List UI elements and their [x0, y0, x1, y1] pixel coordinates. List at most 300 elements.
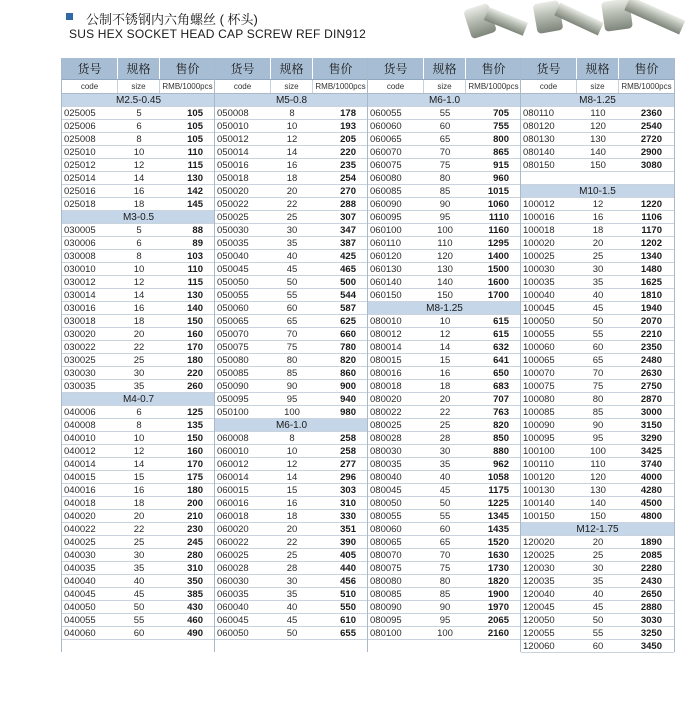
- cell-size: 18: [286, 172, 298, 184]
- table-row: [215, 237, 368, 250]
- cell-price: 2750: [640, 380, 662, 392]
- cell-code: 050060: [217, 302, 249, 314]
- cell-size: 130: [590, 133, 606, 145]
- cell-size: 8: [289, 432, 295, 444]
- cell-size: 28: [439, 432, 451, 444]
- table-column-4: [520, 58, 675, 652]
- cell-size: 55: [133, 614, 145, 626]
- table-row: [215, 250, 368, 263]
- cell-price: 820: [340, 354, 356, 366]
- cell-size: 85: [592, 406, 604, 418]
- table-row: [62, 237, 215, 250]
- cell-price: 755: [493, 120, 509, 132]
- cell-code: 040008: [64, 419, 96, 431]
- cell-code: 040012: [64, 445, 96, 457]
- cell-code: 050025: [217, 211, 249, 223]
- cell-size: 95: [439, 614, 451, 626]
- cell-code: 050075: [217, 341, 249, 353]
- subheader-row: [215, 80, 368, 94]
- cell-price: 1730: [487, 562, 509, 574]
- cell-code: 060015: [217, 484, 249, 496]
- cell-price: 1110: [488, 211, 509, 223]
- cell-price: 425: [340, 250, 356, 262]
- cell-size: 6: [136, 237, 142, 249]
- table-row: [521, 432, 674, 445]
- table-column-3: [367, 58, 521, 652]
- cell-code: 120045: [523, 601, 555, 613]
- cell-price: 490: [187, 627, 203, 639]
- table-row: [215, 302, 368, 315]
- subheader-row: [62, 80, 215, 94]
- cell-size: 18: [592, 224, 604, 236]
- table-row: [521, 276, 674, 289]
- cell-size: 50: [592, 315, 604, 327]
- table-row: [215, 172, 368, 185]
- cell-code: 120020: [523, 536, 555, 548]
- table-column-2: [214, 58, 368, 652]
- cell-price: 962: [493, 458, 509, 470]
- cell-size: 12: [592, 198, 604, 210]
- cell-size: 100: [590, 445, 606, 457]
- cell-price: 288: [340, 198, 356, 210]
- table-row: [368, 237, 521, 250]
- cell-price: 280: [187, 549, 203, 561]
- cell-code: 080020: [370, 393, 402, 405]
- cell-size: 8: [136, 250, 142, 262]
- cell-price: 310: [340, 497, 356, 509]
- subheader-size: size: [424, 80, 466, 93]
- cell-code: 080028: [370, 432, 402, 444]
- table-row: [521, 588, 674, 601]
- cell-size: 20: [439, 393, 451, 405]
- table-row: [215, 263, 368, 276]
- header-code: 货号: [368, 58, 424, 79]
- cell-size: 150: [590, 510, 606, 522]
- table-row: [368, 562, 521, 575]
- cell-code: 030012: [64, 276, 96, 288]
- cell-code: 030030: [64, 367, 96, 379]
- cell-code: 100100: [523, 445, 555, 457]
- cell-price: 135: [187, 419, 203, 431]
- cell-size: 12: [439, 328, 451, 340]
- cell-size: 75: [592, 380, 604, 392]
- cell-size: 80: [439, 172, 451, 184]
- table-row: [521, 627, 674, 640]
- header-size: 规格: [424, 58, 466, 79]
- cell-price: 860: [340, 367, 356, 379]
- cell-size: 5: [136, 224, 142, 236]
- cell-code: 050050: [217, 276, 249, 288]
- cell-code: 030022: [64, 341, 96, 353]
- table-row: [521, 250, 674, 263]
- cell-size: 25: [133, 354, 145, 366]
- cell-size: 50: [286, 276, 298, 288]
- cell-size: 60: [592, 341, 604, 353]
- cell-price: 1900: [487, 588, 509, 600]
- cell-price: 125: [187, 406, 203, 418]
- table-row: [62, 627, 215, 640]
- cell-size: 50: [439, 497, 451, 509]
- group-header: M2.5-0.45: [62, 94, 215, 107]
- subheader-row: [521, 80, 674, 94]
- cell-price: 175: [187, 471, 203, 483]
- cell-price: 270: [340, 185, 356, 197]
- table-row: [215, 133, 368, 146]
- header-row: [215, 58, 368, 80]
- cell-code: 025006: [64, 120, 96, 132]
- cell-price: 88: [192, 224, 203, 236]
- cell-size: 5: [136, 107, 142, 119]
- table-row: [215, 354, 368, 367]
- table-row: [368, 159, 521, 172]
- table-row: [368, 458, 521, 471]
- cell-price: 4800: [640, 510, 662, 522]
- table-row: [62, 406, 215, 419]
- cell-price: 510: [340, 588, 356, 600]
- cell-price: 1160: [488, 224, 509, 236]
- cell-size: 45: [439, 484, 451, 496]
- cell-code: 080015: [370, 354, 402, 366]
- cell-code: 050010: [217, 120, 249, 132]
- cell-price: 2900: [640, 146, 662, 158]
- cell-size: 22: [286, 536, 298, 548]
- cell-price: 2650: [640, 588, 662, 600]
- cell-code: 030018: [64, 315, 96, 327]
- cell-size: 35: [133, 380, 145, 392]
- table-row: [215, 562, 368, 575]
- group-header: M6-1.0: [215, 419, 368, 432]
- table-row: [215, 432, 368, 445]
- table-row: [215, 120, 368, 133]
- cell-size: 12: [133, 159, 145, 171]
- cell-size: 110: [437, 237, 453, 249]
- title-english: SUS HEX SOCKET HEAD CAP SCREW REF DIN912: [69, 27, 366, 41]
- blank-row: [521, 172, 674, 185]
- cell-code: 030006: [64, 237, 96, 249]
- subheader-price: RMB/1000pcs: [315, 82, 366, 91]
- cell-code: 060022: [217, 536, 249, 548]
- cell-size: 20: [592, 536, 604, 548]
- cell-code: 060020: [217, 523, 249, 535]
- cell-price: 2870: [640, 393, 662, 405]
- cell-price: 4000: [640, 471, 662, 483]
- group-header: M12-1.75: [521, 523, 674, 536]
- cell-code: 100040: [523, 289, 555, 301]
- cell-code: 050012: [217, 133, 249, 145]
- cell-code: 100030: [523, 263, 555, 275]
- cell-size: 100: [284, 406, 300, 418]
- cell-size: 95: [592, 432, 604, 444]
- cell-code: 050055: [217, 289, 249, 301]
- cell-price: 456: [340, 575, 356, 587]
- cell-price: 260: [187, 380, 203, 392]
- cell-code: 040014: [64, 458, 96, 470]
- cell-size: 80: [286, 354, 298, 366]
- cell-price: 130: [187, 289, 203, 301]
- cell-price: 3250: [640, 627, 662, 639]
- cell-code: 120040: [523, 588, 555, 600]
- table-row: [368, 276, 521, 289]
- cell-code: 050065: [217, 315, 249, 327]
- table-row: [215, 614, 368, 627]
- cell-size: 18: [439, 380, 451, 392]
- cell-size: 10: [133, 432, 145, 444]
- cell-size: 8: [136, 419, 142, 431]
- group-header: M6-1.0: [368, 94, 521, 107]
- cell-size: 16: [133, 484, 145, 496]
- cell-code: 080080: [370, 575, 402, 587]
- screw-2-icon: [533, 0, 604, 35]
- cell-price: 145: [187, 198, 203, 210]
- table-row: [368, 432, 521, 445]
- cell-price: 390: [340, 536, 356, 548]
- cell-price: 1500: [487, 263, 509, 275]
- cell-size: 95: [286, 393, 298, 405]
- cell-code: 040006: [64, 406, 96, 418]
- cell-size: 70: [439, 146, 451, 158]
- cell-size: 14: [133, 289, 145, 301]
- cell-size: 140: [590, 497, 606, 509]
- cell-price: 2360: [640, 107, 662, 119]
- table-row: [521, 536, 674, 549]
- cell-price: 960: [493, 172, 509, 184]
- cell-code: 060150: [370, 289, 402, 301]
- cell-price: 660: [340, 328, 356, 340]
- cell-code: 120055: [523, 627, 555, 639]
- cell-price: 2350: [640, 341, 662, 353]
- cell-price: 110: [187, 263, 203, 275]
- cell-code: 120025: [523, 549, 555, 561]
- cell-price: 89: [192, 237, 203, 249]
- cell-code: 060095: [370, 211, 402, 223]
- cell-code: 060065: [370, 133, 402, 145]
- table-row: [368, 133, 521, 146]
- table-row: [215, 159, 368, 172]
- cell-price: 115: [187, 159, 203, 171]
- table-row: [521, 341, 674, 354]
- cell-price: 387: [340, 237, 356, 249]
- cell-size: 14: [133, 458, 145, 470]
- cell-size: 15: [286, 484, 298, 496]
- cell-price: 1060: [487, 198, 509, 210]
- cell-code: 100085: [523, 406, 555, 418]
- table-row: [62, 510, 215, 523]
- cell-price: 587: [340, 302, 356, 314]
- cell-price: 2540: [640, 120, 662, 132]
- cell-size: 28: [286, 562, 298, 574]
- table-row: [368, 380, 521, 393]
- table-row: [62, 601, 215, 614]
- cell-code: 060025: [217, 549, 249, 561]
- cell-price: 632: [493, 341, 509, 353]
- cell-price: 1940: [640, 302, 662, 314]
- cell-price: 940: [340, 393, 356, 405]
- cell-size: 40: [439, 471, 451, 483]
- cell-code: 060050: [217, 627, 249, 639]
- table-row: [368, 367, 521, 380]
- cell-size: 60: [439, 523, 451, 535]
- cell-size: 10: [133, 146, 145, 158]
- cell-size: 60: [133, 627, 145, 639]
- table-row: [521, 367, 674, 380]
- cell-price: 2210: [640, 328, 662, 340]
- table-row: [521, 354, 674, 367]
- table-row: [521, 458, 674, 471]
- cell-size: 25: [592, 250, 604, 262]
- cell-code: 050018: [217, 172, 249, 184]
- cell-size: 85: [286, 367, 298, 379]
- table-row: [215, 523, 368, 536]
- cell-price: 1202: [640, 237, 662, 249]
- cell-code: 060018: [217, 510, 249, 522]
- cell-price: 170: [187, 341, 203, 353]
- cell-size: 6: [136, 120, 142, 132]
- cell-price: 1435: [487, 523, 509, 535]
- cell-code: 100120: [523, 471, 555, 483]
- cell-size: 14: [286, 471, 298, 483]
- cell-size: 45: [286, 263, 298, 275]
- cell-size: 110: [590, 107, 606, 119]
- table-row: [368, 289, 521, 302]
- cell-size: 30: [439, 445, 451, 457]
- cell-code: 060010: [217, 445, 249, 457]
- cell-size: 130: [590, 484, 606, 496]
- cell-size: 16: [133, 185, 145, 197]
- table-row: [521, 224, 674, 237]
- table-row: [62, 198, 215, 211]
- table-row: [215, 224, 368, 237]
- cell-price: 820: [493, 419, 509, 431]
- cell-price: 705: [493, 107, 509, 119]
- table-row: [521, 315, 674, 328]
- table-row: [62, 419, 215, 432]
- cell-size: 18: [133, 315, 145, 327]
- cell-code: 060080: [370, 172, 402, 184]
- table-row: [521, 263, 674, 276]
- table-row: [215, 497, 368, 510]
- cell-price: 350: [187, 575, 203, 587]
- cell-code: 040045: [64, 588, 96, 600]
- table-row: [62, 445, 215, 458]
- cell-price: 180: [187, 484, 203, 496]
- cell-size: 12: [133, 276, 145, 288]
- cell-price: 180: [187, 354, 203, 366]
- table-row: [368, 497, 521, 510]
- cell-code: 060070: [370, 146, 402, 158]
- cell-code: 080010: [370, 315, 402, 327]
- table-row: [521, 497, 674, 510]
- cell-code: 060090: [370, 198, 402, 210]
- cell-price: 2280: [640, 562, 662, 574]
- cell-size: 20: [286, 523, 298, 535]
- cell-size: 40: [592, 289, 604, 301]
- cell-code: 100150: [523, 510, 555, 522]
- cell-size: 120: [437, 250, 453, 262]
- table-row: [521, 471, 674, 484]
- cell-size: 70: [286, 328, 298, 340]
- table-row: [521, 393, 674, 406]
- table-row: [368, 445, 521, 458]
- subheader-row: [368, 80, 521, 94]
- group-header: M3-0.5: [62, 211, 215, 224]
- table-row: [368, 341, 521, 354]
- group-header: M5-0.8: [215, 94, 368, 107]
- table-row: [62, 146, 215, 159]
- cell-code: 060012: [217, 458, 249, 470]
- cell-size: 10: [286, 120, 298, 132]
- table-row: [368, 601, 521, 614]
- cell-price: 1175: [488, 484, 509, 496]
- cell-price: 220: [340, 146, 356, 158]
- cell-price: 615: [493, 328, 509, 340]
- table-row: [521, 211, 674, 224]
- cell-code: 080110: [523, 107, 554, 119]
- cell-code: 120050: [523, 614, 555, 626]
- table-row: [368, 224, 521, 237]
- table-row: [215, 276, 368, 289]
- table-row: [521, 133, 674, 146]
- table-row: [215, 588, 368, 601]
- cell-code: 050045: [217, 263, 249, 275]
- cell-price: 160: [187, 328, 203, 340]
- table-row: [62, 549, 215, 562]
- table-row: [215, 146, 368, 159]
- table-row: [62, 367, 215, 380]
- cell-price: 625: [340, 315, 356, 327]
- table-row: [215, 406, 368, 419]
- cell-code: 100065: [523, 354, 555, 366]
- cell-price: 3150: [640, 419, 662, 431]
- cell-code: 060016: [217, 497, 249, 509]
- header-size: 规格: [577, 58, 619, 79]
- cell-price: 1170: [641, 224, 662, 236]
- cell-code: 100110: [523, 458, 554, 470]
- cell-price: 1625: [640, 276, 662, 288]
- cell-code: 100130: [523, 484, 555, 496]
- cell-size: 90: [439, 601, 451, 613]
- table-row: [521, 302, 674, 315]
- cell-size: 150: [590, 159, 606, 171]
- cell-code: 080035: [370, 458, 402, 470]
- cell-code: 030008: [64, 250, 96, 262]
- cell-code: 050070: [217, 328, 249, 340]
- cell-code: 080065: [370, 536, 402, 548]
- cell-size: 100: [437, 224, 453, 236]
- cell-code: 040055: [64, 614, 96, 626]
- cell-code: 080070: [370, 549, 402, 561]
- table-row: [62, 588, 215, 601]
- cell-size: 70: [439, 549, 451, 561]
- cell-price: 3450: [640, 640, 662, 652]
- table-row: [62, 263, 215, 276]
- cell-price: 1810: [640, 289, 662, 301]
- cell-size: 10: [286, 445, 298, 457]
- cell-price: 115: [187, 276, 203, 288]
- cell-size: 14: [286, 146, 298, 158]
- cell-size: 40: [286, 601, 298, 613]
- table-row: [368, 484, 521, 497]
- cell-code: 030016: [64, 302, 96, 314]
- table-row: [521, 419, 674, 432]
- cell-code: 050095: [217, 393, 249, 405]
- cell-price: 900: [340, 380, 356, 392]
- table-row: [368, 250, 521, 263]
- cell-size: 40: [592, 588, 604, 600]
- table-row: [215, 601, 368, 614]
- table-row: [215, 458, 368, 471]
- cell-price: 140: [187, 302, 203, 314]
- cell-code: 040040: [64, 575, 96, 587]
